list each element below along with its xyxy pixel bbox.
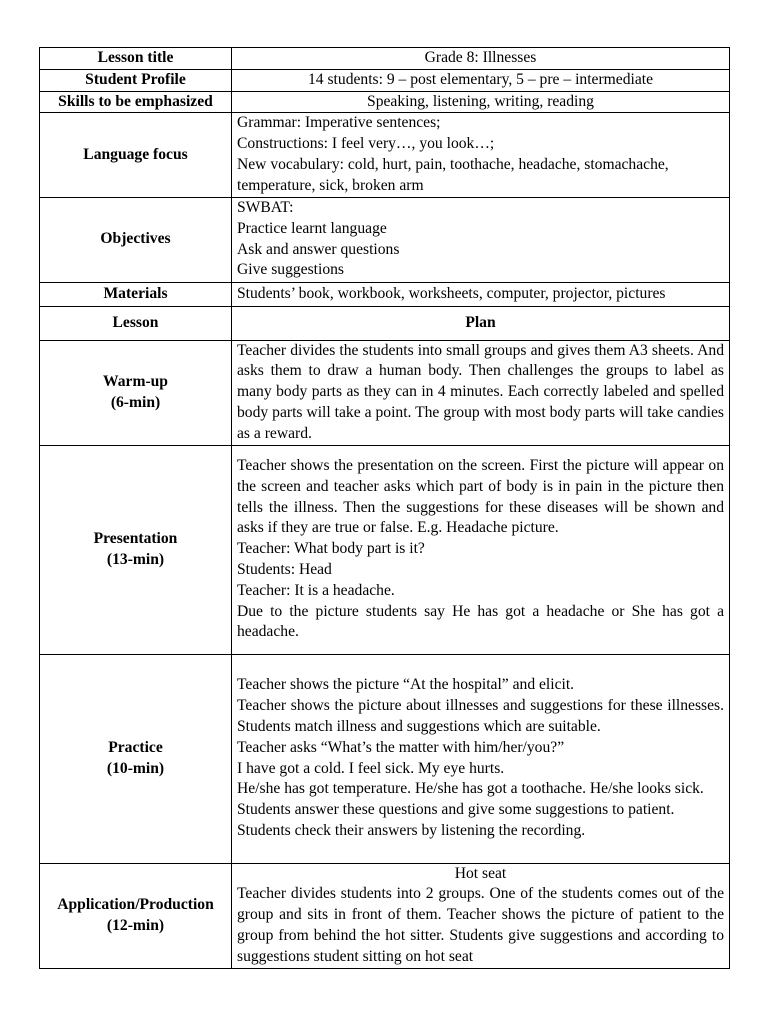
objectives-line: Ask and answer questions <box>237 240 400 258</box>
presentation-line: Teacher shows the presentation on the screen. First the picture will appear on the screen and teacher asks which part of body is in pain in the picture then tells the illness. Then the suggestions for these diseases will be shown and asks if they are true or false. E.g. Headache picture. <box>237 456 724 537</box>
objectives-label: Objectives <box>40 197 232 282</box>
row-objectives <box>40 197 730 282</box>
stage-name: Presentation <box>93 529 178 547</box>
stage-name: Practice <box>108 738 163 756</box>
practice-line: Teacher shows the picture about illnesses and suggestions for these illnesses. Students match illness and suggestions which are suitable. <box>237 697 724 735</box>
objectives-value <box>232 197 730 282</box>
practice-line: Teacher shows the picture “At the hospital” and elicit. <box>237 676 575 694</box>
stage-name: Application/Production <box>57 895 214 913</box>
practice-line: Students check their answers by listening the recording. <box>237 821 586 839</box>
practice-line: I have got a cold. I feel sick. My eye hurts. <box>237 759 505 777</box>
stage-name: Warm-up <box>103 372 168 390</box>
student-profile-label: Student Profile <box>40 69 232 91</box>
row-student-profile <box>40 69 730 91</box>
presentation-label <box>40 445 232 654</box>
stage-time: (6-min) <box>110 393 161 411</box>
row-practice <box>40 654 730 863</box>
row-header <box>40 306 730 340</box>
lesson-plan-table <box>39 47 730 969</box>
skills-value: Speaking, listening, writing, reading <box>232 91 730 113</box>
practice-label <box>40 654 232 863</box>
practice-text <box>232 654 730 863</box>
language-focus-value <box>232 113 730 197</box>
grammar-line: Grammar: Imperative sentences; <box>237 114 441 132</box>
lesson-title-label: Lesson title <box>40 48 232 70</box>
materials-value: Students’ book, workbook, worksheets, computer, projector, pictures <box>232 282 730 306</box>
practice-line: Students answer these questions and give some suggestions to patient. <box>237 801 675 819</box>
stage-time: (10-min) <box>106 759 165 777</box>
vocabulary-line: New vocabulary: cold, hurt, pain, toothache, headache, stomachache, temperature, sick, broken arm <box>237 155 669 194</box>
hot-seat-title: Hot seat <box>454 864 507 882</box>
materials-label: Materials <box>40 282 232 306</box>
constructions-line: Constructions: I feel very…, you look…; <box>237 135 495 153</box>
row-materials <box>40 282 730 306</box>
objectives-line: Practice learnt language <box>237 219 387 237</box>
presentation-line: Teacher: What body part is it? <box>237 540 425 558</box>
warmup-label <box>40 340 232 445</box>
application-label <box>40 863 232 968</box>
practice-line: He/she has got temperature. He/she has got a toothache. He/she looks sick. <box>237 780 704 798</box>
presentation-line: Students: Head <box>237 560 332 578</box>
stage-time: (13-min) <box>106 550 165 568</box>
row-lesson-title <box>40 48 730 70</box>
objectives-line: Give suggestions <box>237 261 344 279</box>
application-text <box>232 863 730 968</box>
presentation-line: Due to the picture students say He has got a headache or She has got a headache. <box>237 602 724 641</box>
presentation-line: Teacher: It is a headache. <box>237 581 395 599</box>
row-presentation <box>40 445 730 654</box>
row-skills <box>40 91 730 113</box>
row-language-focus <box>40 113 730 197</box>
skills-label: Skills to be emphasized <box>40 91 232 113</box>
stage-time: (12-min) <box>106 916 165 934</box>
student-profile-value: 14 students: 9 – post elementary, 5 – pre – intermediate <box>232 69 730 91</box>
practice-line: Teacher asks “What’s the matter with him/her/you?” <box>237 738 565 756</box>
objectives-line: SWBAT: <box>237 198 294 216</box>
language-focus-label: Language focus <box>40 113 232 197</box>
lesson-header: Lesson <box>40 306 232 340</box>
row-warmup <box>40 340 730 445</box>
plan-header: Plan <box>232 306 730 340</box>
warmup-text: Teacher divides the students into small groups and gives them A3 sheets. And asks them to draw a human body. Then challenges the groups to label as many body parts as they can in 4 minutes. Each correctly labeled and spelled body parts will take a point. The group with most body parts will take candies as a reward. <box>232 340 730 445</box>
application-body: Teacher divides students into 2 groups. One of the students comes out of the group and sits in front of them. Teacher shows the picture of patient to the group from behind the hot sitter. Students give suggestions and according to suggestions student sitting on hot seat <box>237 885 724 965</box>
presentation-text <box>232 445 730 654</box>
row-application <box>40 863 730 968</box>
lesson-title-value: Grade 8: Illnesses <box>232 48 730 70</box>
